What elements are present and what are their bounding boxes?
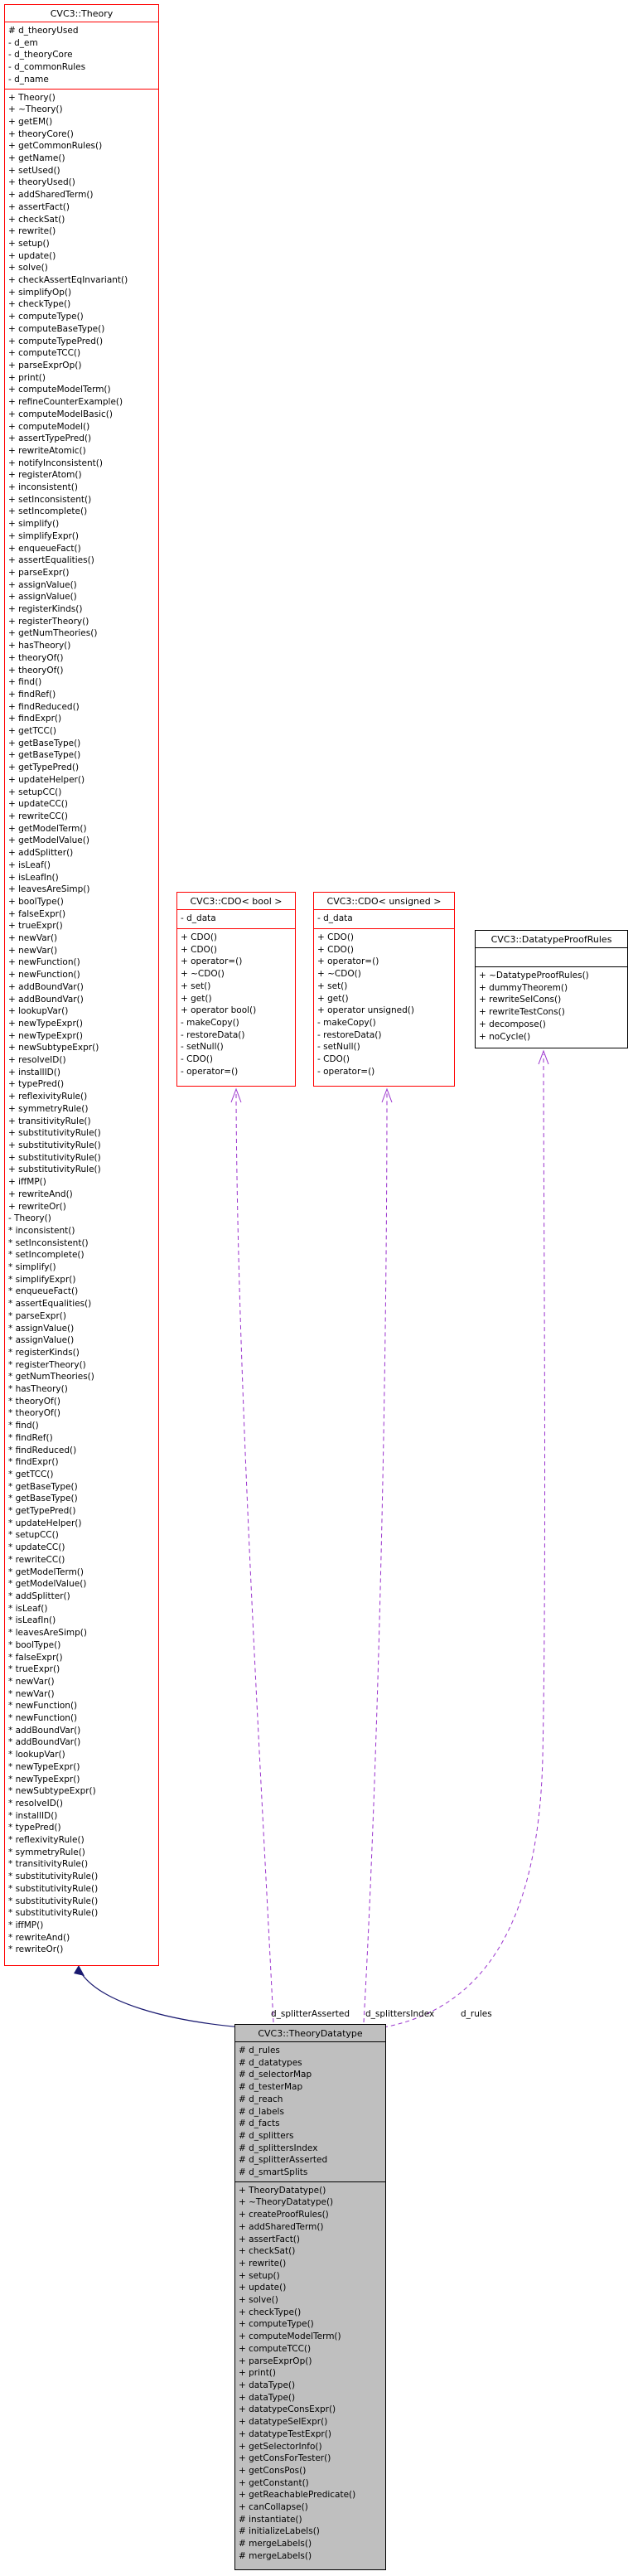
member-row: * trueExpr(): [8, 1664, 60, 1675]
inheritance-edge: [74, 1965, 242, 2027]
member-row: + rewrite(): [8, 226, 56, 237]
member-row: * simplifyExpr(): [8, 1274, 76, 1285]
class-cdo-unsigned-attributes: [314, 910, 454, 929]
member-row: + theoryUsed(): [8, 177, 75, 188]
member-row: + refineCounterExample(): [8, 397, 123, 408]
member-row: + print(): [8, 372, 46, 383]
member-row: * theoryOf(): [8, 1396, 60, 1407]
member-row: # d_reach: [239, 2094, 283, 2104]
member-row: + resolveID(): [8, 1055, 66, 1066]
member-row: * parseExpr(): [8, 1310, 66, 1321]
class-cdo-bool[interactable]: [176, 892, 296, 1087]
member-row: * addBoundVar(): [8, 1737, 81, 1748]
member-row: + computeModelBasic(): [8, 409, 113, 419]
member-row: + notifyInconsistent(): [8, 458, 103, 468]
member-row: + addSplitter(): [8, 848, 74, 859]
member-row: + theoryCore(): [8, 128, 74, 139]
member-row: # d_splitterAsserted: [239, 2155, 328, 2166]
member-row: # d_splitters: [239, 2130, 294, 2141]
member-row: + getConsPos(): [239, 2465, 307, 2476]
member-row: + setup(): [8, 238, 50, 249]
member-row: * substitutivityRule(): [8, 1908, 99, 1919]
member-row: + transitivityRule(): [8, 1116, 91, 1126]
member-row: # d_splittersIndex: [239, 2143, 318, 2153]
member-row: * findExpr(): [8, 1457, 59, 1468]
member-row: + assertFact(): [8, 201, 70, 212]
member-row: * substitutivityRule(): [8, 1883, 99, 1894]
member-row: + ~CDO(): [317, 969, 361, 980]
usage-edge-splitters-index: [364, 1089, 392, 2022]
member-row: # d_rules: [239, 2046, 280, 2055]
member-row: + checkAssertEqInvariant(): [8, 275, 128, 286]
member-row: + rewriteCC(): [8, 811, 68, 821]
member-row: * inconsistent(): [8, 1225, 75, 1236]
member-row: * rewriteCC(): [8, 1554, 65, 1565]
member-row: + findExpr(): [8, 714, 62, 724]
member-row: * addSplitter(): [8, 1591, 70, 1601]
member-row: * newSubtypeExpr(): [8, 1786, 96, 1797]
member-row: + newVar(): [8, 945, 58, 956]
member-row: + findRef(): [8, 689, 56, 700]
member-row: + rewrite(): [239, 2258, 287, 2269]
member-row: + setup(): [239, 2270, 280, 2281]
member-row: + datatypeSelExpr(): [239, 2417, 328, 2428]
member-row: # instantiate(): [239, 2514, 302, 2525]
member-row: # d_facts: [239, 2118, 280, 2129]
member-row: * registerKinds(): [8, 1347, 80, 1358]
member-row: * boolType(): [8, 1639, 61, 1650]
edge-label-splitter-asserted: d_splitterAsserted: [271, 2009, 350, 2019]
member-row: + operator unsigned(): [317, 1005, 414, 1016]
member-row: - setNull(): [181, 1042, 224, 1053]
edge-label-rules: d_rules: [461, 2009, 492, 2019]
member-row: - restoreData(): [181, 1029, 245, 1040]
member-row: + simplifyExpr(): [8, 530, 79, 541]
member-row: + getTypePred(): [8, 763, 80, 773]
member-row: + setIncomplete(): [8, 506, 88, 517]
member-row: + getModelValue(): [8, 835, 89, 846]
member-row: * setIncomplete(): [8, 1250, 85, 1261]
member-row: * symmetryRule(): [8, 1847, 85, 1857]
member-row: - d_name: [8, 74, 49, 85]
class-datatype-proof-rules: [475, 930, 628, 1048]
member-row: * substitutivityRule(): [8, 1871, 99, 1882]
member-row: + newTypeExpr(): [8, 1018, 83, 1029]
member-row: + CDO(): [181, 932, 218, 942]
member-row: * iffMP(): [8, 1920, 44, 1930]
member-row: * falseExpr(): [8, 1652, 63, 1663]
member-row: + CDO(): [181, 944, 218, 955]
member-row: * newTypeExpr(): [8, 1774, 80, 1784]
member-row: * updateHelper(): [8, 1518, 82, 1528]
member-row: + canCollapse(): [239, 2502, 308, 2513]
member-row: + print(): [239, 2368, 276, 2379]
class-theory-attributes: [5, 22, 158, 90]
member-row: + setupCC(): [8, 787, 62, 797]
member-row: + assignValue(): [8, 579, 77, 590]
member-row: + set(): [317, 981, 348, 991]
member-row: # d_testerMap: [239, 2082, 303, 2093]
member-row: + computeModelTerm(): [239, 2331, 341, 2342]
usage-edge-rules: [384, 1051, 548, 2027]
member-row: + addBoundVar(): [8, 981, 84, 992]
member-row: * getTCC(): [8, 1469, 54, 1479]
member-row: * assignValue(): [8, 1323, 75, 1334]
member-row: + createProofRules(): [239, 2210, 329, 2220]
member-row: + solve(): [239, 2295, 278, 2306]
member-row: + computeType(): [8, 312, 84, 322]
usage-edge-splitter-asserted: [231, 1089, 273, 2022]
member-row: * setupCC(): [8, 1530, 59, 1541]
member-row: + getBaseType(): [8, 750, 81, 761]
member-row: + operator bool(): [181, 1005, 257, 1016]
member-row: - d_data: [181, 913, 216, 923]
member-row: - d_data: [317, 913, 353, 923]
member-row: + getCommonRules(): [8, 141, 103, 152]
edge-label-splitters-index: d_splittersIndex: [365, 2009, 435, 2019]
member-row: + symmetryRule(): [8, 1103, 89, 1114]
member-row: + operator=(): [317, 956, 379, 967]
member-row: + parseExpr(): [8, 567, 70, 578]
member-row: + registerAtom(): [8, 470, 82, 481]
member-row: + assertTypePred(): [8, 433, 92, 444]
member-row: + newSubtypeExpr(): [8, 1043, 99, 1053]
member-row: * getBaseType(): [8, 1494, 78, 1504]
member-row: + getBaseType(): [8, 738, 81, 748]
class-theory-datatype: [234, 2024, 386, 2570]
member-row: + addBoundVar(): [8, 994, 84, 1005]
member-row: * newVar(): [8, 1688, 55, 1699]
member-row: + substitutivityRule(): [8, 1152, 101, 1163]
member-row: + datatypeTestExpr(): [239, 2428, 331, 2439]
member-row: * enqueueFact(): [8, 1286, 79, 1297]
member-row: + get(): [181, 993, 212, 1004]
member-row: + getModelTerm(): [8, 823, 87, 834]
member-row: - setNull(): [317, 1042, 360, 1053]
member-row: * rewriteOr(): [8, 1944, 64, 1955]
member-row: * rewriteAnd(): [8, 1932, 70, 1943]
member-row: * addBoundVar(): [8, 1725, 81, 1736]
member-row: + theoryOf(): [8, 665, 64, 675]
member-row: + installID(): [8, 1067, 60, 1077]
member-row: + checkType(): [8, 299, 71, 310]
member-row: * newFunction(): [8, 1713, 78, 1724]
class-cdo-unsigned[interactable]: [313, 892, 455, 1087]
member-row: + checkType(): [239, 2307, 302, 2317]
member-row: * registerTheory(): [8, 1359, 86, 1370]
member-row: + updateCC(): [8, 799, 68, 810]
member-row: # d_smartSplits: [239, 2167, 308, 2178]
member-row: * installID(): [8, 1810, 58, 1821]
member-row: + find(): [8, 677, 42, 688]
member-row: + operator=(): [181, 956, 243, 967]
member-row: + lookupVar(): [8, 1006, 69, 1017]
member-row: - Theory(): [8, 1213, 51, 1224]
member-row: + datatypeConsExpr(): [239, 2404, 336, 2415]
member-row: + update(): [239, 2283, 287, 2293]
member-row: + registerKinds(): [8, 604, 83, 615]
member-row: * getTypePred(): [8, 1506, 76, 1517]
member-row: + setUsed(): [8, 165, 60, 176]
member-row: + rewriteOr(): [8, 1201, 66, 1212]
member-row: + get(): [317, 993, 349, 1004]
member-row: + parseExprOp(): [239, 2356, 312, 2366]
member-row: + assertEqualities(): [8, 555, 94, 566]
member-row: + newVar(): [8, 933, 58, 944]
member-row: - d_commonRules: [8, 62, 86, 73]
member-row: + CDO(): [317, 944, 355, 955]
member-row: * updateCC(): [8, 1542, 65, 1553]
member-row: * isLeaf(): [8, 1603, 48, 1614]
member-row: + update(): [8, 250, 56, 261]
member-row: - operator=(): [317, 1066, 375, 1077]
member-row: + rewriteSelCons(): [479, 995, 562, 1005]
member-row: * findReduced(): [8, 1445, 77, 1455]
class-cdo-bool-attributes: [177, 910, 295, 929]
member-row: + getSelectorInfo(): [239, 2441, 322, 2452]
member-row: + computeType(): [239, 2319, 314, 2330]
member-row: + substitutivityRule(): [8, 1165, 101, 1175]
member-row: - CDO(): [317, 1054, 350, 1065]
class-datatype-proof-rules-attributes: [476, 948, 627, 967]
member-row: * newFunction(): [8, 1701, 78, 1712]
member-row: * setInconsistent(): [8, 1237, 89, 1248]
member-row: - CDO(): [181, 1054, 214, 1065]
member-row: + inconsistent(): [8, 482, 78, 493]
member-row: + newFunction(): [8, 957, 80, 968]
member-row: + enqueueFact(): [8, 543, 81, 554]
member-row: # d_datatypes: [239, 2057, 302, 2068]
class-theory[interactable]: [4, 4, 159, 1966]
member-row: - makeCopy(): [317, 1017, 376, 1028]
member-row: + trueExpr(): [8, 921, 63, 932]
member-row: + ~DatatypeProofRules(): [479, 971, 589, 981]
member-row: + findReduced(): [8, 701, 80, 712]
member-row: * findRef(): [8, 1432, 53, 1443]
member-row: + boolType(): [8, 896, 64, 907]
member-row: + addSharedTerm(): [239, 2221, 324, 2232]
member-row: * getBaseType(): [8, 1481, 78, 1492]
member-row: - restoreData(): [317, 1029, 382, 1040]
class-datatype-proof-rules-title: CVC3::DatatypeProofRules: [476, 931, 627, 948]
member-row: + falseExpr(): [8, 908, 66, 919]
member-row: * getNumTheories(): [8, 1372, 94, 1382]
member-row: + ~CDO(): [181, 969, 225, 980]
member-row: + addSharedTerm(): [8, 190, 94, 201]
member-row: * assertEqualities(): [8, 1299, 92, 1310]
member-row: + newTypeExpr(): [8, 1030, 83, 1041]
member-row: - makeCopy(): [181, 1017, 239, 1028]
member-row: + computeTCC(): [8, 348, 81, 359]
member-row: + updateHelper(): [8, 774, 85, 785]
member-row: + rewriteAnd(): [8, 1189, 73, 1199]
member-row: * typePred(): [8, 1823, 61, 1833]
member-row: # mergeLabels(): [239, 2550, 312, 2561]
member-row: + rewriteAtomic(): [8, 445, 86, 456]
member-row: + TheoryDatatype(): [239, 2185, 326, 2196]
member-row: + isLeafIn(): [8, 872, 59, 883]
member-row: * simplify(): [8, 1262, 56, 1273]
member-row: * getModelValue(): [8, 1579, 87, 1590]
member-row: * find(): [8, 1421, 39, 1431]
class-theory-methods: [5, 90, 158, 1959]
member-row: # d_selectorMap: [239, 2070, 312, 2080]
class-cdo-unsigned-methods: [314, 929, 454, 1080]
member-row: * newTypeExpr(): [8, 1761, 80, 1772]
member-row: + decompose(): [479, 1019, 546, 1029]
member-row: + assertFact(): [239, 2234, 300, 2244]
member-row: # d_theoryUsed: [8, 26, 79, 36]
member-row: + theoryOf(): [8, 652, 64, 663]
member-row: + isLeaf(): [8, 859, 51, 870]
member-row: + simplify(): [8, 519, 60, 530]
class-cdo-bool-methods: [177, 929, 295, 1080]
member-row: + computeModelTerm(): [8, 385, 111, 395]
member-row: # mergeLabels(): [239, 2539, 312, 2549]
member-row: + dataType(): [239, 2380, 296, 2390]
member-row: * leavesAreSimp(): [8, 1628, 87, 1639]
member-row: + computeTCC(): [239, 2343, 312, 2354]
member-row: * newVar(): [8, 1676, 55, 1687]
member-row: + getNumTheories(): [8, 628, 98, 639]
class-theory-datatype-attributes: [235, 2042, 385, 2182]
class-theory-title: CVC3::Theory: [5, 5, 158, 22]
class-cdo-unsigned-title: CVC3::CDO< unsigned >: [314, 893, 454, 910]
member-row: - operator=(): [181, 1066, 239, 1077]
member-row: + getConstant(): [239, 2477, 309, 2488]
member-row: - d_em: [8, 37, 38, 48]
class-theory-datatype-title: CVC3::TheoryDatatype: [235, 2025, 385, 2042]
member-row: + setInconsistent(): [8, 494, 92, 505]
member-row: + getName(): [8, 153, 65, 164]
member-row: + dummyTheorem(): [479, 982, 568, 993]
member-row: + set(): [181, 981, 211, 991]
member-row: + simplifyOp(): [8, 287, 72, 298]
member-row: + Theory(): [8, 92, 56, 103]
member-row: + hasTheory(): [8, 641, 71, 651]
member-row: + getReachablePredicate(): [239, 2490, 356, 2501]
member-row: * transitivityRule(): [8, 1859, 89, 1870]
member-row: + checkSat(): [239, 2246, 296, 2257]
member-row: # initializeLabels(): [239, 2526, 320, 2537]
member-row: + noCycle(): [479, 1031, 531, 1042]
member-row: + parseExprOp(): [8, 360, 82, 370]
member-row: * lookupVar(): [8, 1750, 65, 1760]
member-row: + reflexivityRule(): [8, 1092, 88, 1102]
member-row: * isLeafIn(): [8, 1615, 56, 1626]
member-row: * hasTheory(): [8, 1384, 68, 1395]
member-row: + CDO(): [317, 932, 355, 942]
member-row: + solve(): [8, 263, 48, 274]
member-row: + getConsForTester(): [239, 2453, 331, 2464]
member-row: + computeTypePred(): [8, 336, 104, 346]
member-row: + registerTheory(): [8, 616, 89, 627]
class-datatype-proof-rules-methods: [476, 967, 627, 1045]
member-row: + computeBaseType(): [8, 323, 105, 334]
member-row: + ~TheoryDatatype(): [239, 2197, 334, 2208]
member-row: + rewriteTestCons(): [479, 1007, 565, 1018]
member-row: * resolveID(): [8, 1798, 63, 1809]
member-row: + dataType(): [239, 2392, 296, 2403]
member-row: + ~Theory(): [8, 104, 63, 115]
member-row: + iffMP(): [8, 1177, 46, 1188]
member-row: * reflexivityRule(): [8, 1835, 85, 1846]
member-row: + getEM(): [8, 116, 53, 127]
class-cdo-bool-title: CVC3::CDO< bool >: [177, 893, 295, 910]
member-row: + getTCC(): [8, 726, 57, 737]
member-row: # d_labels: [239, 2106, 284, 2117]
member-row: * theoryOf(): [8, 1408, 60, 1419]
member-row: * assignValue(): [8, 1335, 75, 1346]
member-row: * substitutivityRule(): [8, 1896, 99, 1906]
member-row: + computeModel(): [8, 421, 90, 432]
member-row: - d_theoryCore: [8, 50, 73, 61]
member-row: * getModelTerm(): [8, 1566, 84, 1577]
member-row: + checkSat(): [8, 214, 65, 225]
member-row: + substitutivityRule(): [8, 1128, 101, 1139]
class-theory-datatype-methods: [235, 2182, 385, 2565]
member-row: + newFunction(): [8, 970, 80, 981]
member-row: + substitutivityRule(): [8, 1140, 101, 1150]
member-row: + leavesAreSimp(): [8, 884, 90, 895]
member-row: + typePred(): [8, 1079, 65, 1090]
member-row: + assignValue(): [8, 592, 77, 603]
